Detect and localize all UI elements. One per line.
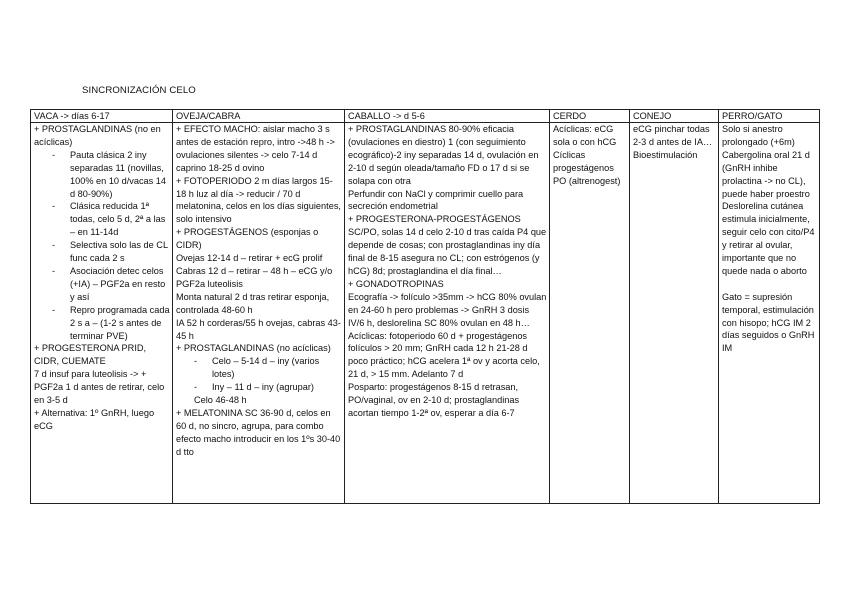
oveja-text: Cabras 12 d – retirar – 48 h – eCG y/o PGF2a luteolisis xyxy=(176,265,333,289)
oveja-prostaglandinas: + PROSTAGLANDINAS (no acíclicas) xyxy=(176,343,331,354)
conejo-bioestimulacion: Bioestimulación xyxy=(633,149,698,160)
cell-vaca xyxy=(31,123,173,504)
spacer xyxy=(722,278,817,291)
header-cerdo: CERDO xyxy=(550,110,630,123)
caballo-posparto: Posparto: progestágenos 8-15 d retrasan, PO/vaginal, ov en 2-10 d; prostaglandinas acortan tiempo 1-2ª ov, esperar a día 6-7 xyxy=(348,382,520,418)
vaca-prostaglandinas: + PROSTAGLANDINAS (no en acíclicas) xyxy=(34,124,161,147)
vaca-alternativa: + Alternativa: 1º GnRH, luego eCG xyxy=(34,407,155,431)
caballo-text: Perfundir con NaCl y comprimir cuello para secreción endometrial xyxy=(348,188,524,212)
document-title: SINCRONIZACIÓN CELO xyxy=(82,85,196,96)
vaca-list-item: - Pauta clásica 2 iny separadas 11 (novillas, 100% en 10 d/vacas 14 d 80-90%) xyxy=(34,149,170,201)
oveja-list-item: - Celo – 5-14 d – iny (varios lotes) xyxy=(176,355,342,381)
vaca-list-item: - Clásica reducida 1ª todas, celo 5 d, 2ª a las – en 11-14d xyxy=(34,200,170,239)
header-vaca: VACA -> días 6-17 xyxy=(31,110,173,123)
oveja-text: Celo 46-48 h xyxy=(194,395,247,406)
header-perro-gato: PERRO/GATO xyxy=(719,110,820,123)
vaca-list-item: - Repro programada cada 2 s a – (1-2 s antes de terminar PVE) xyxy=(34,304,170,343)
oveja-efecto-macho: + EFECTO MACHO: aislar macho 3 s antes de estación repro, intro ->48 h -> ovulaciones silentes -> celo 7-14 d caprino 18-25 d ovino xyxy=(176,124,335,173)
cell-perro-gato xyxy=(719,123,820,504)
cell-oveja-cabra xyxy=(173,123,345,504)
vaca-list-item: - Selectiva solo las de CL func cada 2 s xyxy=(34,239,170,265)
oveja-text: Ovejas 12-14 d – retirar + ecG prolif xyxy=(176,253,323,264)
header-oveja-cabra: OVEJA/CABRA xyxy=(173,110,345,123)
synchronization-table xyxy=(30,109,820,504)
header-caballo: CABALLO -> d 5-6 xyxy=(345,110,550,123)
vaca-list-item: - Asociación detec celos (+IA) – PGF2a en resto y así xyxy=(34,265,170,304)
table-row xyxy=(31,123,820,504)
table-header-row xyxy=(31,110,820,123)
oveja-progestagenos: + PROGESTÁGENOS (esponjas o CIDR) xyxy=(176,227,319,251)
header-conejo: CONEJO xyxy=(630,110,719,123)
oveja-melatonina: + MELATONINA SC 36-90 d, celos en 60 d, no sincro, agrupa, para combo efecto macho introducir en los 1ºs 30-40 d tto xyxy=(176,407,341,457)
vaca-text: 7 d insuf para luteolisis -> + PGF2a 1 d antes de retirar, celo en 3-5 d xyxy=(34,369,165,406)
caballo-prostaglandinas: + PROSTAGLANDINAS 80-90% eficacia (ovulaciones en diestro) 1 (con seguimiento ecográfico)-2 iny separadas 14 d, ovulación en 2-10 d según oleada/tamaño FD o 17 d si se solapa con otra xyxy=(348,124,539,186)
caballo-gonadotropinas: + GONADOTROPINAS xyxy=(348,278,444,289)
caballo-aciclicas: Acíclicas: fotoperiodo 60 d + progestágenos folículos > 20 mm; GnRH cada 12 h 21-28 d poco práctico; hCG acelera 1ª ov y acorta celo, 21 d, > 15 mm. Adelanto 7 d xyxy=(348,330,540,380)
oveja-text: IA 52 h corderas/55 h ovejas, cabras 43-45 h xyxy=(176,317,341,341)
oveja-fotoperiodo: + FOTOPERIODO 2 m días largos 15-18 h luz al día -> reducir / 70 d melatonina, celos en los días siguientes, solo intensivo xyxy=(176,175,341,225)
cell-conejo xyxy=(630,123,719,504)
vaca-progesterona: + PROGESTERONA PRID, CIDR, CUEMATE xyxy=(34,343,147,367)
gato-text: Gato = supresión temporal, estimulación con hisopo; hCG IM 2 días seguidos o GnRH IM xyxy=(722,291,815,354)
cell-caballo xyxy=(345,123,550,504)
oveja-text: Monta natural 2 d tras retirar esponja, controlada 48-60 h xyxy=(176,291,330,315)
caballo-progesterona: + PROGESTERONA-PROGESTÁGENOS SC/PO, solas 14 d celo 2-10 d tras caída P4 que depende de cosas; con prostaglandinas iny día final de 8-15 asegura no CL; con estrógenos (y hCG) 8d; prostaglandina el día final… xyxy=(348,214,547,276)
oveja-list-item: - Iny – 11 d – iny (agrupar) xyxy=(176,381,342,394)
cerdo-aciclicas: Acíclicas: eCG sola o con hCG xyxy=(553,124,617,147)
conejo-ecg: eCG pinchar todas 2-3 d antes de IA… xyxy=(633,124,713,147)
caballo-text: Ecografía -> folículo >35mm -> hCG 80% ovulan en 24-60 h pero problemas -> GnRH 3 dosis IV/6 h, deslorelina SC 80% ovulan en 48 h… xyxy=(348,291,547,328)
cerdo-ciclicas: Cíclicas progestágenos PO (altrenogest) xyxy=(553,149,621,186)
perro-text: Solo si anestro prolongado (+6m) Cabergolina oral 21 d (GnRH inhibe prolactina -> no CL), puede haber proestro Deslorelina cutánea estimula inicialmente, seguir celo con cito/P4 y retirar al ovular, importante que no quede nada o aborto xyxy=(722,124,815,276)
cell-cerdo xyxy=(550,123,630,504)
